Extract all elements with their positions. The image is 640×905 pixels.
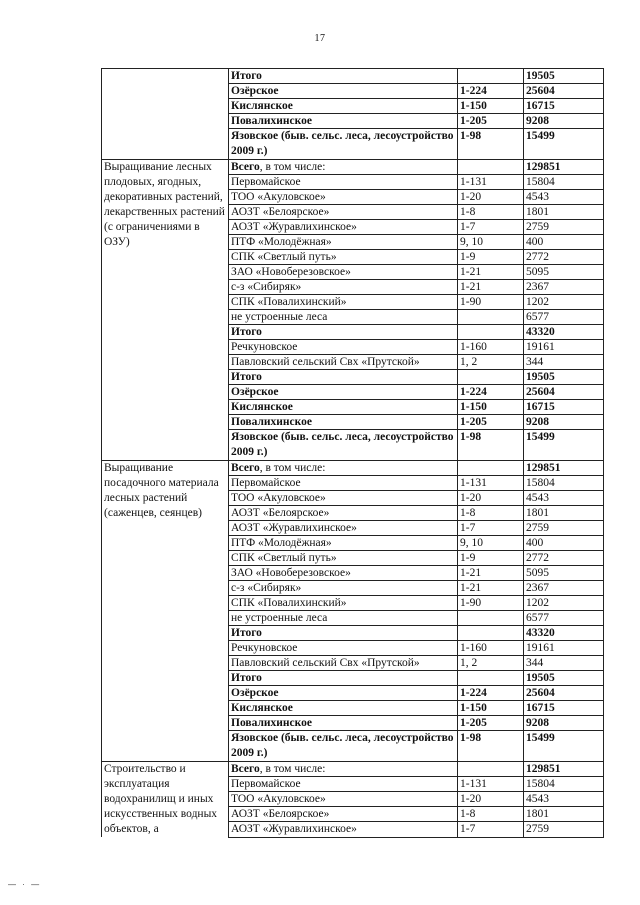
forest-area-name: Итого bbox=[229, 626, 458, 641]
quarter-range: 1-90 bbox=[458, 295, 524, 310]
quarter-range: 1-9 bbox=[458, 551, 524, 566]
quarter-range: 1-21 bbox=[458, 581, 524, 596]
forest-use-table bbox=[101, 68, 604, 838]
quarter-range: 9, 10 bbox=[458, 536, 524, 551]
quarter-range: 1-160 bbox=[458, 641, 524, 656]
forest-area-name: Язовское (быв. сельс. леса, лесоустройство 2009 г.) bbox=[229, 430, 458, 461]
forest-area-name: Кислянское bbox=[229, 701, 458, 716]
quarter-range: 1-7 bbox=[458, 822, 524, 837]
table-row bbox=[102, 762, 604, 777]
total-prefix: Всего bbox=[231, 462, 260, 474]
quarter-range: 1-150 bbox=[458, 99, 524, 114]
quarter-range: 1-131 bbox=[458, 476, 524, 491]
forest-area-name: Повалихинское bbox=[229, 114, 458, 129]
activity-cell: Выращивание лесных плодовых, ягодных, декоративных растений, лекарственных растений (с ограничениями в ОЗУ) bbox=[102, 160, 229, 461]
total-prefix: Всего bbox=[231, 161, 260, 173]
forest-area-name: АОЗТ «Журавлихинское» bbox=[229, 822, 458, 837]
area-value: 1202 bbox=[524, 596, 604, 611]
forest-area-name: АОЗТ «Журавлихинское» bbox=[229, 521, 458, 536]
area-value: 2772 bbox=[524, 250, 604, 265]
forest-area-name: АОЗТ «Белоярское» bbox=[229, 807, 458, 822]
forest-area-name: не устроенные леса bbox=[229, 310, 458, 325]
forest-area-name: Итого bbox=[229, 325, 458, 340]
forest-area-name: с-з «Сибиряк» bbox=[229, 280, 458, 295]
forest-area-name: ТОО «Акуловское» bbox=[229, 792, 458, 807]
quarter-range: 1-8 bbox=[458, 807, 524, 822]
area-value: 1801 bbox=[524, 506, 604, 521]
forest-area-name: АОЗТ «Журавлихинское» bbox=[229, 220, 458, 235]
quarter-range: 1-21 bbox=[458, 265, 524, 280]
area-value: 6577 bbox=[524, 310, 604, 325]
area-value: 344 bbox=[524, 355, 604, 370]
quarter-range: 1-98 bbox=[458, 430, 524, 461]
area-value: 2772 bbox=[524, 551, 604, 566]
total-suffix: , в том числе: bbox=[259, 462, 326, 474]
quarter-range bbox=[458, 370, 524, 385]
area-value: 25604 bbox=[524, 385, 604, 400]
area-value: 16715 bbox=[524, 99, 604, 114]
area-value: 19505 bbox=[524, 69, 604, 84]
forest-area-name: СПК «Светлый путь» bbox=[229, 250, 458, 265]
quarter-range bbox=[458, 461, 524, 476]
table-body bbox=[102, 69, 604, 838]
area-value: 2759 bbox=[524, 220, 604, 235]
quarter-range: 1-205 bbox=[458, 415, 524, 430]
area-value: 1801 bbox=[524, 205, 604, 220]
quarter-range: 9, 10 bbox=[458, 235, 524, 250]
activity-cell bbox=[102, 69, 229, 160]
total-suffix: , в том числе: bbox=[259, 161, 326, 173]
area-value: 5095 bbox=[524, 566, 604, 581]
area-value: 129851 bbox=[524, 160, 604, 175]
area-value: 15499 bbox=[524, 430, 604, 461]
area-value: 2759 bbox=[524, 521, 604, 536]
area-value: 2367 bbox=[524, 280, 604, 295]
area-value: 43320 bbox=[524, 626, 604, 641]
forest-area-name: Озёрское bbox=[229, 686, 458, 701]
forest-area-name: ТОО «Акуловское» bbox=[229, 190, 458, 205]
area-value: 4543 bbox=[524, 491, 604, 506]
forest-area-name: СПК «Повалихинский» bbox=[229, 596, 458, 611]
forest-area-name: Итого bbox=[229, 69, 458, 84]
forest-area-name: Первомайское bbox=[229, 175, 458, 190]
quarter-range: 1-21 bbox=[458, 280, 524, 295]
forest-area-name: Речкуновское bbox=[229, 340, 458, 355]
forest-area-name: Итого bbox=[229, 370, 458, 385]
quarter-range: 1-224 bbox=[458, 84, 524, 99]
forest-area-name: СПК «Повалихинский» bbox=[229, 295, 458, 310]
forest-area-name: Павловский сельский Свх «Прутской» bbox=[229, 355, 458, 370]
quarter-range: 1-150 bbox=[458, 701, 524, 716]
total-prefix: Всего bbox=[231, 763, 260, 775]
quarter-range: 1-131 bbox=[458, 175, 524, 190]
area-value: 2759 bbox=[524, 822, 604, 837]
table-row bbox=[102, 461, 604, 476]
forest-area-name: Кислянское bbox=[229, 400, 458, 415]
area-value: 129851 bbox=[524, 762, 604, 777]
quarter-range: 1-150 bbox=[458, 400, 524, 415]
area-value: 19505 bbox=[524, 671, 604, 686]
area-value: 25604 bbox=[524, 686, 604, 701]
forest-area-name: АОЗТ «Белоярское» bbox=[229, 506, 458, 521]
forest-area-name: Первомайское bbox=[229, 777, 458, 792]
table-row bbox=[102, 160, 604, 175]
forest-area-name: Язовское (быв. сельс. леса, лесоустройство 2009 г.) bbox=[229, 731, 458, 762]
area-value: 9208 bbox=[524, 114, 604, 129]
area-value: 15499 bbox=[524, 731, 604, 762]
quarter-range: 1-160 bbox=[458, 340, 524, 355]
area-value: 5095 bbox=[524, 265, 604, 280]
activity-cell: Строительство и эксплуатация водохранилищ и иных искусственных водных объектов, а bbox=[102, 762, 229, 838]
forest-area-name: Язовское (быв. сельс. леса, лесоустройство 2009 г.) bbox=[229, 129, 458, 160]
forest-area-name: Речкуновское bbox=[229, 641, 458, 656]
area-value: 6577 bbox=[524, 611, 604, 626]
quarter-range: 1-205 bbox=[458, 716, 524, 731]
activity-cell: Выращивание посадочного материала лесных растений (саженцев, сеянцев) bbox=[102, 461, 229, 762]
forest-area-name: не устроенные леса bbox=[229, 611, 458, 626]
forest-area-name bbox=[229, 461, 458, 476]
quarter-range bbox=[458, 310, 524, 325]
quarter-range: 1-224 bbox=[458, 385, 524, 400]
forest-area-name: с-з «Сибиряк» bbox=[229, 581, 458, 596]
quarter-range: 1-98 bbox=[458, 731, 524, 762]
forest-area-name: Итого bbox=[229, 671, 458, 686]
area-value: 2367 bbox=[524, 581, 604, 596]
forest-area-name: ТОО «Акуловское» bbox=[229, 491, 458, 506]
area-value: 400 bbox=[524, 536, 604, 551]
forest-area-name: Кислянское bbox=[229, 99, 458, 114]
area-value: 9208 bbox=[524, 716, 604, 731]
quarter-range: 1-20 bbox=[458, 491, 524, 506]
quarter-range: 1-7 bbox=[458, 220, 524, 235]
quarter-range bbox=[458, 69, 524, 84]
total-suffix: , в том числе: bbox=[259, 763, 326, 775]
table-row bbox=[102, 69, 604, 84]
area-value: 344 bbox=[524, 656, 604, 671]
quarter-range bbox=[458, 671, 524, 686]
area-value: 19505 bbox=[524, 370, 604, 385]
quarter-range: 1-20 bbox=[458, 190, 524, 205]
forest-area-name: Повалихинское bbox=[229, 415, 458, 430]
area-value: 19161 bbox=[524, 641, 604, 656]
forest-area-name: ПТФ «Молодёжная» bbox=[229, 536, 458, 551]
area-value: 9208 bbox=[524, 415, 604, 430]
forest-area-name: СПК «Светлый путь» bbox=[229, 551, 458, 566]
forest-area-name: Первомайское bbox=[229, 476, 458, 491]
forest-area-name bbox=[229, 762, 458, 777]
forest-area-name: ЗАО «Новоберезовское» bbox=[229, 566, 458, 581]
quarter-range: 1-8 bbox=[458, 506, 524, 521]
quarter-range bbox=[458, 611, 524, 626]
quarter-range: 1-224 bbox=[458, 686, 524, 701]
forest-area-name: Павловский сельский Свх «Прутской» bbox=[229, 656, 458, 671]
forest-area-name: Повалихинское bbox=[229, 716, 458, 731]
quarter-range: 1-131 bbox=[458, 777, 524, 792]
area-value: 43320 bbox=[524, 325, 604, 340]
quarter-range: 1-90 bbox=[458, 596, 524, 611]
forest-area-name: Озёрское bbox=[229, 84, 458, 99]
area-value: 400 bbox=[524, 235, 604, 250]
quarter-range bbox=[458, 626, 524, 641]
area-value: 1801 bbox=[524, 807, 604, 822]
quarter-range: 1-8 bbox=[458, 205, 524, 220]
area-value: 25604 bbox=[524, 84, 604, 99]
quarter-range: 1-7 bbox=[458, 521, 524, 536]
page-number: 17 bbox=[314, 33, 326, 44]
quarter-range bbox=[458, 160, 524, 175]
forest-area-name: ПТФ «Молодёжная» bbox=[229, 235, 458, 250]
quarter-range bbox=[458, 325, 524, 340]
quarter-range: 1-9 bbox=[458, 250, 524, 265]
quarter-range: 1, 2 bbox=[458, 656, 524, 671]
quarter-range bbox=[458, 762, 524, 777]
quarter-range: 1, 2 bbox=[458, 355, 524, 370]
forest-area-name bbox=[229, 160, 458, 175]
area-value: 16715 bbox=[524, 400, 604, 415]
forest-area-name: Озёрское bbox=[229, 385, 458, 400]
area-value: 16715 bbox=[524, 701, 604, 716]
area-value: 15804 bbox=[524, 476, 604, 491]
quarter-range: 1-21 bbox=[458, 566, 524, 581]
area-value: 129851 bbox=[524, 461, 604, 476]
quarter-range: 1-205 bbox=[458, 114, 524, 129]
area-value: 15804 bbox=[524, 777, 604, 792]
forest-area-name: АОЗТ «Белоярское» bbox=[229, 205, 458, 220]
quarter-range: 1-20 bbox=[458, 792, 524, 807]
area-value: 15804 bbox=[524, 175, 604, 190]
area-value: 19161 bbox=[524, 340, 604, 355]
area-value: 4543 bbox=[524, 792, 604, 807]
forest-area-name: ЗАО «Новоберезовское» bbox=[229, 265, 458, 280]
footer-mark: — · — bbox=[8, 880, 42, 889]
area-value: 1202 bbox=[524, 295, 604, 310]
area-value: 4543 bbox=[524, 190, 604, 205]
quarter-range: 1-98 bbox=[458, 129, 524, 160]
area-value: 15499 bbox=[524, 129, 604, 160]
